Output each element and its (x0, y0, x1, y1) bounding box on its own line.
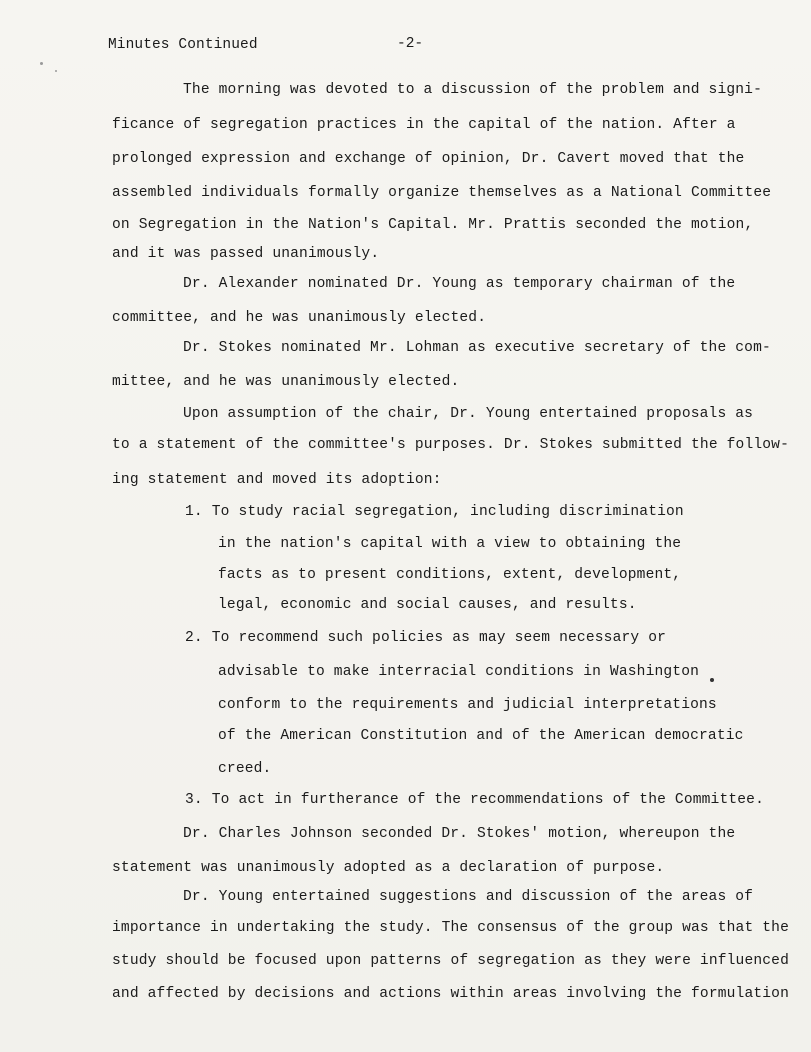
list-item-1: 1. To study racial segregation, including discrimination (185, 504, 684, 520)
list-item-2: 2. To recommend such policies as may seem necessary or (185, 630, 667, 646)
text-line: to a statement of the committee's purposes. Dr. Stokes submitted the follow- (112, 437, 789, 453)
page-number: -2- (397, 36, 424, 52)
text-line: mittee, and he was unanimously elected. (112, 374, 460, 390)
text-line: on Segregation in the Nation's Capital. Mr. Prattis seconded the motion, (112, 217, 754, 233)
text-line: ficance of segregation practices in the capital of the nation. After a (112, 117, 736, 133)
text-line: ing statement and moved its adoption: (112, 472, 442, 488)
text-line: Upon assumption of the chair, Dr. Young entertained proposals as (183, 406, 754, 422)
text-line: Dr. Alexander nominated Dr. Young as temporary chairman of the (183, 276, 736, 292)
text-line: Dr. Young entertained suggestions and discussion of the areas of (183, 889, 754, 905)
text-line: committee, and he was unanimously elected. (112, 310, 487, 326)
text-line: of the American Constitution and of the American democratic (218, 728, 744, 744)
paper-speck (710, 678, 714, 682)
text-line: in the nation's capital with a view to obtaining the (218, 536, 682, 552)
paper-speck (55, 70, 57, 72)
text-line: creed. (218, 761, 272, 777)
text-line: prolonged expression and exchange of opinion, Dr. Cavert moved that the (112, 151, 745, 167)
text-line: Dr. Charles Johnson seconded Dr. Stokes' motion, whereupon the (183, 826, 736, 842)
text-line: and it was passed unanimously. (112, 246, 380, 262)
text-line: and affected by decisions and actions within areas involving the formulation (112, 986, 789, 1002)
text-line: study should be focused upon patterns of segregation as they were influenced (112, 953, 789, 969)
running-header: Minutes Continued (108, 37, 258, 53)
list-item-3: 3. To act in furtherance of the recommendations of the Committee. (185, 792, 764, 808)
text-line: legal, economic and social causes, and results. (218, 597, 637, 613)
text-line: advisable to make interracial conditions in Washington (218, 664, 700, 680)
text-line: facts as to present conditions, extent, development, (218, 567, 682, 583)
text-line: conform to the requirements and judicial interpretations (218, 697, 717, 713)
paper-speck (40, 62, 43, 65)
text-line: The morning was devoted to a discussion of the problem and signi- (183, 82, 762, 98)
text-line: assembled individuals formally organize themselves as a National Committee (112, 185, 772, 201)
text-line: Dr. Stokes nominated Mr. Lohman as executive secretary of the com- (183, 340, 771, 356)
text-line: importance in undertaking the study. The consensus of the group was that the (112, 920, 789, 936)
text-line: statement was unanimously adopted as a declaration of purpose. (112, 860, 665, 876)
